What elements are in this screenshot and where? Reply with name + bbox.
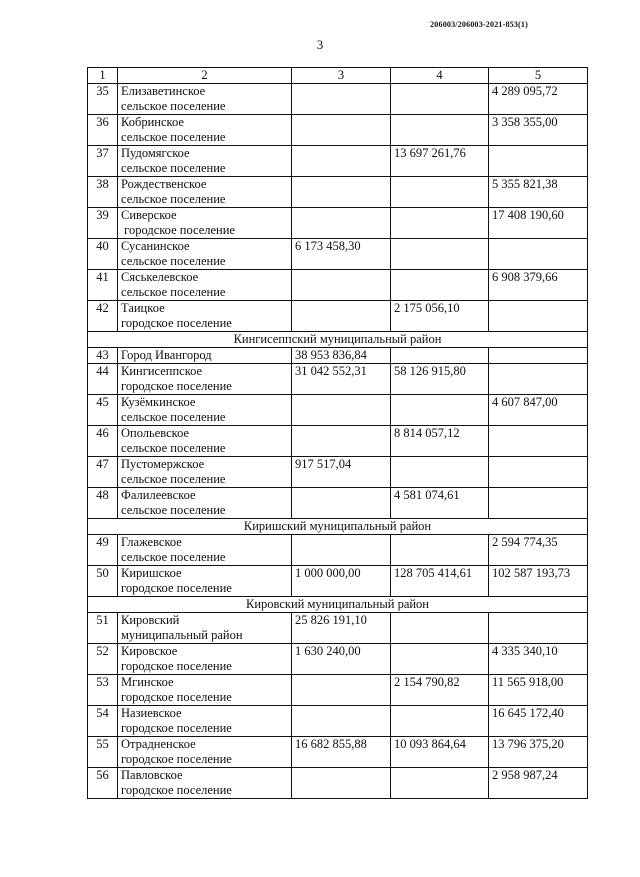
row-number: 37 bbox=[88, 146, 118, 177]
row-number: 46 bbox=[88, 426, 118, 457]
amount-c3 bbox=[292, 768, 391, 799]
municipality-type: сельское поселение bbox=[121, 130, 226, 144]
table-row bbox=[88, 270, 588, 301]
municipality-name-cell bbox=[118, 270, 292, 301]
amount-c5: 3 358 355,00 bbox=[489, 115, 588, 146]
municipality-type: сельское поселение bbox=[121, 161, 226, 175]
row-number: 52 bbox=[88, 644, 118, 675]
municipality-name-cell bbox=[118, 146, 292, 177]
amount-c4 bbox=[391, 706, 489, 737]
municipality-name: Таицкое bbox=[121, 301, 165, 315]
amount-c3 bbox=[292, 706, 391, 737]
municipality-name: Сусанинское bbox=[121, 239, 190, 253]
table-row bbox=[88, 177, 588, 208]
amount-c4 bbox=[391, 84, 489, 115]
municipality-type: городское поселение bbox=[121, 690, 232, 704]
amount-c4: 2 175 056,10 bbox=[391, 301, 489, 332]
municipality-name-cell bbox=[118, 457, 292, 488]
municipality-name: Кобринское bbox=[121, 115, 184, 129]
amount-c4: 58 126 915,80 bbox=[391, 364, 489, 395]
table-row bbox=[88, 706, 588, 737]
amount-c3 bbox=[292, 535, 391, 566]
municipality-name: Сиверское bbox=[121, 208, 177, 222]
row-number: 54 bbox=[88, 706, 118, 737]
amount-c4: 8 814 057,12 bbox=[391, 426, 489, 457]
row-number: 56 bbox=[88, 768, 118, 799]
municipality-type: сельское поселение bbox=[121, 192, 226, 206]
table-row bbox=[88, 644, 588, 675]
municipality-type: городское поселение bbox=[121, 721, 232, 735]
municipality-name-cell bbox=[118, 395, 292, 426]
amount-c3: 1 630 240,00 bbox=[292, 644, 391, 675]
amount-c3: 16 682 855,88 bbox=[292, 737, 391, 768]
row-number: 47 bbox=[88, 457, 118, 488]
amount-c4: 4 581 074,61 bbox=[391, 488, 489, 519]
municipality-name: Назиевское bbox=[121, 706, 182, 720]
row-number: 38 bbox=[88, 177, 118, 208]
table-row bbox=[88, 457, 588, 488]
section-title: Кингисеппский муниципальный район bbox=[88, 332, 588, 348]
amount-c3 bbox=[292, 675, 391, 706]
table-row bbox=[88, 301, 588, 332]
municipality-type: сельское поселение bbox=[121, 285, 226, 299]
column-header: 5 bbox=[489, 68, 588, 84]
amount-c4: 128 705 414,61 bbox=[391, 566, 489, 597]
municipality-type: сельское поселение bbox=[121, 410, 226, 424]
amount-c5 bbox=[489, 613, 588, 644]
row-number: 53 bbox=[88, 675, 118, 706]
column-header: 1 bbox=[88, 68, 118, 84]
municipality-type: сельское поселение bbox=[121, 254, 226, 268]
amount-c5: 4 607 847,00 bbox=[489, 395, 588, 426]
amount-c4 bbox=[391, 208, 489, 239]
amount-c5: 102 587 193,73 bbox=[489, 566, 588, 597]
amount-c3 bbox=[292, 84, 391, 115]
municipality-name-cell bbox=[118, 348, 292, 364]
amount-c4 bbox=[391, 644, 489, 675]
municipality-type: сельское поселение bbox=[121, 99, 226, 113]
amount-c3 bbox=[292, 208, 391, 239]
amount-c4 bbox=[391, 768, 489, 799]
municipality-name: Город Ивангород bbox=[121, 348, 212, 362]
municipality-name: Кузёмкинское bbox=[121, 395, 196, 409]
table-row bbox=[88, 84, 588, 115]
municipality-name-cell bbox=[118, 566, 292, 597]
municipality-name-cell bbox=[118, 426, 292, 457]
section-header-row bbox=[88, 597, 588, 613]
column-header: 3 bbox=[292, 68, 391, 84]
municipality-name-cell bbox=[118, 364, 292, 395]
column-header: 4 bbox=[391, 68, 489, 84]
row-number: 42 bbox=[88, 301, 118, 332]
table-row bbox=[88, 566, 588, 597]
row-number: 51 bbox=[88, 613, 118, 644]
amount-c5 bbox=[489, 239, 588, 270]
amount-c3: 917 517,04 bbox=[292, 457, 391, 488]
amount-c5: 11 565 918,00 bbox=[489, 675, 588, 706]
row-number: 45 bbox=[88, 395, 118, 426]
municipality-name: Елизаветинское bbox=[121, 84, 206, 98]
table-row bbox=[88, 208, 588, 239]
row-number: 50 bbox=[88, 566, 118, 597]
section-header-row bbox=[88, 519, 588, 535]
row-number: 55 bbox=[88, 737, 118, 768]
amount-c3: 31 042 552,31 bbox=[292, 364, 391, 395]
municipality-name-cell bbox=[118, 768, 292, 799]
amount-c3 bbox=[292, 488, 391, 519]
municipality-name-cell bbox=[118, 535, 292, 566]
municipality-name-cell bbox=[118, 239, 292, 270]
row-number: 39 bbox=[88, 208, 118, 239]
municipality-type: сельское поселение bbox=[121, 550, 226, 564]
municipality-type: сельское поселение bbox=[121, 503, 226, 517]
amount-c3 bbox=[292, 426, 391, 457]
table-row bbox=[88, 364, 588, 395]
amount-c3: 25 826 191,10 bbox=[292, 613, 391, 644]
municipality-type: сельское поселение bbox=[121, 441, 226, 455]
row-number: 44 bbox=[88, 364, 118, 395]
section-title: Киришский муниципальный район bbox=[88, 519, 588, 535]
amount-c5: 2 958 987,24 bbox=[489, 768, 588, 799]
amount-c5: 17 408 190,60 bbox=[489, 208, 588, 239]
municipality-type: городское поселение bbox=[121, 752, 232, 766]
column-header: 2 bbox=[118, 68, 292, 84]
amount-c5: 16 645 172,40 bbox=[489, 706, 588, 737]
amount-c3 bbox=[292, 270, 391, 301]
amount-c3 bbox=[292, 177, 391, 208]
municipality-type: городское поселение bbox=[121, 783, 232, 797]
table-header-row bbox=[88, 68, 588, 84]
municipality-name-cell bbox=[118, 706, 292, 737]
document-id: 206003/206003-2021-853(1) bbox=[430, 20, 528, 29]
table-row bbox=[88, 768, 588, 799]
section-header-row bbox=[88, 332, 588, 348]
municipality-type: городское поселение bbox=[121, 659, 232, 673]
municipality-name: Кировское bbox=[121, 644, 178, 658]
municipality-name-cell bbox=[118, 644, 292, 675]
budget-table bbox=[87, 67, 588, 799]
amount-c4 bbox=[391, 535, 489, 566]
row-number: 43 bbox=[88, 348, 118, 364]
municipality-type: сельское поселение bbox=[121, 472, 226, 486]
amount-c4 bbox=[391, 177, 489, 208]
municipality-type: городское поселение bbox=[121, 316, 232, 330]
municipality-name: Фалилеевское bbox=[121, 488, 196, 502]
amount-c5: 4 335 340,10 bbox=[489, 644, 588, 675]
municipality-name: Опольевское bbox=[121, 426, 190, 440]
amount-c3 bbox=[292, 301, 391, 332]
municipality-name-cell bbox=[118, 115, 292, 146]
amount-c3: 1 000 000,00 bbox=[292, 566, 391, 597]
municipality-name: Павловское bbox=[121, 768, 183, 782]
municipality-name-cell bbox=[118, 737, 292, 768]
municipality-name: Рождественское bbox=[121, 177, 207, 191]
table-row bbox=[88, 613, 588, 644]
amount-c4 bbox=[391, 457, 489, 488]
municipality-name: Отрадненское bbox=[121, 737, 196, 751]
amount-c5 bbox=[489, 488, 588, 519]
amount-c4 bbox=[391, 613, 489, 644]
municipality-name-cell bbox=[118, 84, 292, 115]
row-number: 49 bbox=[88, 535, 118, 566]
row-number: 40 bbox=[88, 239, 118, 270]
amount-c4: 13 697 261,76 bbox=[391, 146, 489, 177]
amount-c4 bbox=[391, 395, 489, 426]
amount-c3: 6 173 458,30 bbox=[292, 239, 391, 270]
amount-c5: 13 796 375,20 bbox=[489, 737, 588, 768]
row-number: 36 bbox=[88, 115, 118, 146]
municipality-name-cell bbox=[118, 208, 292, 239]
table-row bbox=[88, 395, 588, 426]
municipality-name-cell bbox=[118, 675, 292, 706]
section-title: Кировский муниципальный район bbox=[88, 597, 588, 613]
row-number: 35 bbox=[88, 84, 118, 115]
municipality-name: Кингисеппское bbox=[121, 364, 203, 378]
amount-c3 bbox=[292, 146, 391, 177]
amount-c5: 6 908 379,66 bbox=[489, 270, 588, 301]
table-row bbox=[88, 737, 588, 768]
table-row bbox=[88, 675, 588, 706]
amount-c3 bbox=[292, 115, 391, 146]
page-number: 3 bbox=[316, 37, 324, 52]
amount-c4 bbox=[391, 239, 489, 270]
amount-c5: 2 594 774,35 bbox=[489, 535, 588, 566]
amount-c5 bbox=[489, 348, 588, 364]
amount-c5 bbox=[489, 457, 588, 488]
amount-c5: 5 355 821,38 bbox=[489, 177, 588, 208]
amount-c5 bbox=[489, 146, 588, 177]
amount-c5 bbox=[489, 364, 588, 395]
municipality-name: Сяськелевское bbox=[121, 270, 199, 284]
municipality-name: Пустомержское bbox=[121, 457, 205, 471]
row-number: 41 bbox=[88, 270, 118, 301]
amount-c3: 38 953 836,84 bbox=[292, 348, 391, 364]
municipality-type: городское поселение bbox=[121, 581, 232, 595]
table-row bbox=[88, 488, 588, 519]
municipality-name-cell bbox=[118, 613, 292, 644]
municipality-name: Мгинское bbox=[121, 675, 174, 689]
amount-c3 bbox=[292, 395, 391, 426]
municipality-type: муниципальный район bbox=[121, 628, 243, 642]
municipality-name: Пудомягское bbox=[121, 146, 190, 160]
amount-c4 bbox=[391, 348, 489, 364]
municipality-type: городское поселение bbox=[121, 379, 232, 393]
amount-c4 bbox=[391, 115, 489, 146]
amount-c5 bbox=[489, 426, 588, 457]
amount-c4: 2 154 790,82 bbox=[391, 675, 489, 706]
municipality-type: городское поселение bbox=[121, 223, 235, 237]
municipality-name: Киришское bbox=[121, 566, 182, 580]
amount-c4 bbox=[391, 270, 489, 301]
amount-c5: 4 289 095,72 bbox=[489, 84, 588, 115]
table-row bbox=[88, 535, 588, 566]
row-number: 48 bbox=[88, 488, 118, 519]
municipality-name: Глажевское bbox=[121, 535, 182, 549]
municipality-name-cell bbox=[118, 301, 292, 332]
municipality-name-cell bbox=[118, 488, 292, 519]
table-row bbox=[88, 426, 588, 457]
table-row bbox=[88, 115, 588, 146]
amount-c4: 10 093 864,64 bbox=[391, 737, 489, 768]
table-row bbox=[88, 348, 588, 364]
municipality-name: Кировский bbox=[121, 613, 180, 627]
table-row bbox=[88, 239, 588, 270]
municipality-name-cell bbox=[118, 177, 292, 208]
table-row bbox=[88, 146, 588, 177]
amount-c5 bbox=[489, 301, 588, 332]
